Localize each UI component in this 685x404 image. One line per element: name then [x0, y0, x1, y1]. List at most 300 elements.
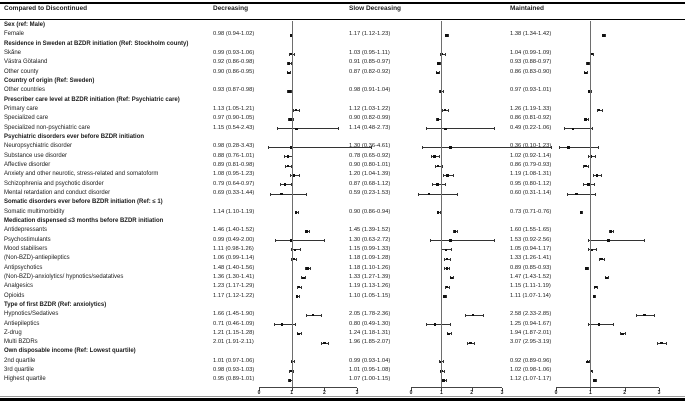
- confidence-interval-cap: [301, 286, 302, 289]
- row-label: Hypnotics/Sedatives: [4, 311, 59, 318]
- confidence-interval-line: [430, 240, 493, 241]
- estimate-text: 2.01 (1.91-2.11): [213, 339, 254, 346]
- x-axis-tick-label: 2: [470, 390, 474, 396]
- estimate-text: 1.46 (1.40-1.52): [213, 227, 255, 234]
- confidence-interval-cap: [443, 90, 444, 93]
- confidence-interval-cap: [293, 118, 294, 121]
- estimate-text: 0.98 (0.93-1.03): [213, 367, 255, 374]
- confidence-interval-line: [426, 324, 451, 325]
- estimate-text: 0.98 (0.28-3.43): [213, 143, 255, 150]
- confidence-interval-cap: [448, 34, 449, 37]
- point-estimate-marker: [294, 249, 296, 251]
- estimate-text: 1.11 (0.98-1.26): [213, 245, 254, 252]
- point-estimate-marker: [584, 165, 586, 167]
- point-estimate-marker: [445, 249, 447, 251]
- table-row: [0, 58, 685, 67]
- row-label: Substance use disorder: [4, 152, 68, 159]
- estimate-text: 0.90 (0.80-1.01): [349, 161, 391, 168]
- point-estimate-marker: [610, 230, 612, 232]
- confidence-interval-line: [588, 240, 644, 241]
- estimate-text: 0.91 (0.85-0.97): [349, 59, 391, 66]
- estimate-text: 0.86 (0.81-0.92): [510, 115, 552, 122]
- header-rule: [0, 19, 685, 20]
- reference-line: [590, 21, 591, 387]
- row-label: Skåne: [4, 49, 22, 56]
- point-estimate-marker: [444, 109, 446, 111]
- estimate-text: 0.93 (0.88-0.97): [510, 59, 552, 66]
- x-axis-tick-label: 1: [290, 390, 294, 396]
- estimate-text: 0.69 (0.33-1.44): [213, 189, 255, 196]
- table-row: [0, 161, 685, 170]
- confidence-interval-cap: [294, 53, 295, 56]
- estimate-text: 1.45 (1.39-1.52): [349, 227, 391, 234]
- row-label: Västra Götaland: [4, 59, 48, 66]
- confidence-interval-cap: [636, 314, 637, 317]
- point-estimate-marker: [584, 118, 586, 120]
- point-estimate-marker: [428, 193, 430, 195]
- confidence-interval-cap: [654, 314, 655, 317]
- confidence-interval-cap: [605, 34, 606, 37]
- top-rule: [0, 2, 685, 4]
- confidence-interval-line: [588, 324, 613, 325]
- point-estimate-marker: [447, 333, 449, 335]
- point-estimate-marker: [437, 211, 439, 213]
- estimate-text: 1.30 (0.36-4.61): [349, 143, 391, 150]
- confidence-interval-cap: [483, 314, 484, 317]
- point-estimate-marker: [292, 258, 294, 260]
- confidence-interval-cap: [444, 370, 445, 373]
- confidence-interval-cap: [451, 332, 452, 335]
- estimate-text: 0.99 (0.49-2.00): [213, 236, 255, 243]
- category-row: [0, 133, 685, 142]
- table-row: [0, 310, 685, 319]
- estimate-text: 1.53 (0.92-2.56): [510, 236, 552, 243]
- confidence-interval-cap: [446, 379, 447, 382]
- confidence-interval-cap: [596, 379, 597, 382]
- row-label: Analgesics: [4, 283, 34, 290]
- point-estimate-marker: [288, 90, 290, 92]
- category-row: [0, 198, 685, 207]
- estimate-text: 1.18 (1.10-1.26): [349, 264, 391, 271]
- estimate-text: 0.98 (0.91-1.04): [349, 87, 391, 94]
- confidence-interval-cap: [275, 239, 276, 242]
- row-label: Medication dispensed ≤3 months before BZDR initiation: [4, 217, 164, 224]
- x-axis-tick-label: 3: [657, 390, 661, 396]
- row-label: 2nd quartile: [4, 357, 36, 364]
- table-row: [0, 375, 685, 384]
- point-estimate-marker: [433, 155, 435, 157]
- category-row: [0, 77, 685, 86]
- confidence-interval-cap: [587, 71, 588, 74]
- axis-bottom-rule: [0, 396, 685, 397]
- confidence-interval-cap: [595, 155, 596, 158]
- confidence-interval-cap: [294, 360, 295, 363]
- point-estimate-marker: [593, 379, 595, 381]
- estimate-text: 0.60 (0.31-1.14): [510, 189, 552, 196]
- row-label: Schizophrenia and psychotic disorder: [4, 180, 104, 187]
- point-estimate-marker: [297, 333, 299, 335]
- estimate-text: 1.14 (1.10-1.19): [213, 208, 255, 215]
- row-label: Anxiety and other neurotic, stress-related and somatoform: [4, 171, 159, 178]
- estimate-text: 1.07 (1.00-1.15): [349, 376, 391, 383]
- estimate-text: 1.02 (0.98-1.06): [510, 367, 552, 374]
- estimate-text: 1.11 (1.07-1.14): [510, 292, 551, 299]
- confidence-interval-cap: [443, 360, 444, 363]
- point-estimate-marker: [281, 323, 283, 325]
- row-label: Antidepressants: [4, 227, 48, 234]
- confidence-interval-cap: [299, 109, 300, 112]
- confidence-interval-line: [418, 194, 457, 195]
- point-estimate-marker: [584, 72, 586, 74]
- confidence-interval-line: [275, 240, 324, 241]
- row-label: Z-drug: [4, 329, 22, 336]
- estimate-text: 1.06 (0.99-1.14): [213, 255, 255, 262]
- confidence-interval-cap: [598, 146, 599, 149]
- table-row: [0, 273, 685, 282]
- estimate-text: 3.07 (2.95-3.19): [510, 339, 552, 346]
- table-row: [0, 226, 685, 235]
- estimate-text: 1.12 (1.07-1.17): [510, 376, 552, 383]
- confidence-interval-cap: [306, 193, 307, 196]
- estimate-text: 1.15 (0.54-2.43): [213, 124, 255, 131]
- point-estimate-marker: [295, 211, 297, 213]
- estimate-text: 1.23 (1.17-1.29): [213, 283, 255, 290]
- estimate-text: 1.10 (1.05-1.15): [349, 292, 391, 299]
- confidence-interval-cap: [588, 118, 589, 121]
- row-label: Mental retardation and conduct disorder: [4, 189, 111, 196]
- confidence-interval-cap: [450, 323, 451, 326]
- estimate-text: 1.03 (0.95-1.11): [349, 49, 390, 56]
- confidence-interval-cap: [295, 323, 296, 326]
- estimate-text: 0.90 (0.82-0.99): [349, 115, 391, 122]
- estimate-text: 1.36 (1.30-1.41): [213, 273, 255, 280]
- table-row: [0, 236, 685, 245]
- confidence-interval-cap: [268, 146, 269, 149]
- point-estimate-marker: [446, 174, 448, 176]
- estimate-text: 0.92 (0.86-0.98): [213, 59, 255, 66]
- row-label: Psychiatric disorders ever before BZDR initiation: [4, 133, 145, 140]
- point-estimate-marker: [621, 333, 623, 335]
- point-estimate-marker: [600, 258, 602, 260]
- confidence-interval-cap: [430, 239, 431, 242]
- estimate-text: 1.47 (1.43-1.52): [510, 273, 552, 280]
- confidence-interval-cap: [457, 193, 458, 196]
- confidence-interval-cap: [450, 258, 451, 261]
- estimate-text: 1.01 (0.95-1.08): [349, 367, 391, 374]
- confidence-interval-cap: [604, 258, 605, 261]
- estimate-text: 0.87 (0.68-1.12): [349, 180, 391, 187]
- estimate-text: 0.99 (0.93-1.04): [349, 357, 391, 364]
- confidence-interval-cap: [299, 174, 300, 177]
- point-estimate-marker: [454, 230, 456, 232]
- point-estimate-marker: [306, 267, 308, 269]
- column-header-slow-decreasing: Slow Decreasing: [349, 5, 402, 12]
- estimate-text: 1.15 (1.11-1.19): [510, 283, 551, 290]
- estimate-text: 0.95 (0.89-1.01): [213, 376, 255, 383]
- confidence-interval-cap: [467, 342, 468, 345]
- confidence-interval-cap: [432, 183, 433, 186]
- estimate-text: 0.80 (0.49-1.30): [349, 320, 391, 327]
- reference-line: [292, 21, 293, 387]
- table-row: [0, 152, 685, 161]
- confidence-interval-cap: [613, 323, 614, 326]
- estimate-text: 1.17 (1.12-1.23): [349, 31, 391, 38]
- row-label: Psychostimulants: [4, 236, 51, 243]
- confidence-interval-cap: [426, 127, 427, 130]
- point-estimate-marker: [287, 72, 289, 74]
- estimate-text: 0.89 (0.85-0.93): [510, 264, 552, 271]
- category-row: [0, 21, 685, 30]
- x-axis-tick-label: 3: [500, 390, 504, 396]
- bottom-rule: [0, 398, 685, 401]
- confidence-interval-cap: [443, 174, 444, 177]
- row-label: Type of first BZDR (Ref: anxiolytics): [4, 301, 107, 308]
- confidence-interval-cap: [328, 342, 329, 345]
- table-row: [0, 282, 685, 291]
- point-estimate-marker: [302, 277, 304, 279]
- point-estimate-marker: [594, 286, 596, 288]
- table-row: [0, 245, 685, 254]
- row-label: Primary care: [4, 105, 39, 112]
- point-estimate-marker: [437, 62, 439, 64]
- confidence-interval-cap: [439, 71, 440, 74]
- table-row: [0, 49, 685, 58]
- point-estimate-marker: [436, 72, 438, 74]
- confidence-interval-cap: [593, 174, 594, 177]
- table-row: [0, 124, 685, 133]
- confidence-interval-cap: [296, 258, 297, 261]
- row-label: Prescriber care level at BZDR initiation (Ref: Psychiatric care): [4, 96, 180, 103]
- point-estimate-marker: [446, 267, 448, 269]
- point-estimate-marker: [437, 118, 439, 120]
- confidence-interval-line: [270, 194, 306, 195]
- x-axis-tick-label: 0: [554, 390, 558, 396]
- table-row: [0, 189, 685, 198]
- point-estimate-marker: [295, 128, 297, 130]
- point-estimate-marker: [587, 62, 589, 64]
- category-row: [0, 347, 685, 356]
- estimate-text: 0.49 (0.22-1.06): [510, 124, 552, 131]
- confidence-interval-cap: [449, 267, 450, 270]
- point-estimate-marker: [449, 146, 451, 148]
- estimate-text: 1.05 (0.94-1.17): [510, 245, 552, 252]
- row-label: (Non-BZD)-antiepileptics: [4, 255, 70, 262]
- x-axis-tick-label: 0: [257, 390, 261, 396]
- point-estimate-marker: [585, 267, 587, 269]
- estimate-text: 0.73 (0.71-0.76): [510, 208, 552, 215]
- confidence-interval-cap: [608, 276, 609, 279]
- estimate-text: 0.71 (0.46-1.09): [213, 320, 255, 327]
- x-axis-tick-label: 1: [439, 390, 443, 396]
- category-row: [0, 301, 685, 310]
- table-row: [0, 357, 685, 366]
- estimate-text: 0.86 (0.79-0.93): [510, 161, 552, 168]
- confidence-interval-cap: [309, 230, 310, 233]
- estimate-text: 0.97 (0.93-1.01): [510, 87, 552, 94]
- confidence-interval-cap: [445, 53, 446, 56]
- estimate-text: 2.58 (2.33-2.85): [510, 311, 552, 318]
- estimate-text: 0.87 (0.82-0.92): [349, 68, 391, 75]
- table-row: [0, 86, 685, 95]
- x-axis-tick-label: 2: [322, 390, 326, 396]
- estimate-text: 1.24 (1.18-1.31): [349, 329, 391, 336]
- estimate-text: 0.90 (0.86-0.95): [213, 68, 255, 75]
- estimate-text: 1.38 (1.34-1.42): [510, 31, 552, 38]
- point-estimate-marker: [287, 165, 289, 167]
- x-axis-line: [259, 387, 357, 388]
- row-label: Opioids: [4, 292, 25, 299]
- table-row: [0, 320, 685, 329]
- confidence-interval-line: [277, 128, 339, 129]
- row-label: Own disposable income (Ref: Lowest quartile): [4, 348, 136, 355]
- rows-container: [0, 21, 685, 385]
- confidence-interval-cap: [494, 239, 495, 242]
- confidence-interval-cap: [321, 342, 322, 345]
- confidence-interval-cap: [601, 174, 602, 177]
- point-estimate-marker: [580, 211, 582, 213]
- point-estimate-marker: [605, 277, 607, 279]
- point-estimate-marker: [446, 286, 448, 288]
- confidence-interval-cap: [602, 109, 603, 112]
- confidence-interval-cap: [588, 155, 589, 158]
- category-row: [0, 217, 685, 226]
- point-estimate-marker: [434, 323, 436, 325]
- confidence-interval-line: [559, 147, 598, 148]
- confidence-interval-cap: [305, 276, 306, 279]
- table-row: [0, 68, 685, 77]
- x-axis-tick-label: 2: [623, 390, 627, 396]
- confidence-interval-cap: [588, 165, 589, 168]
- point-estimate-marker: [443, 295, 445, 297]
- estimate-text: 1.18 (1.09-1.28): [349, 255, 391, 262]
- estimate-text: 1.94 (1.87-2.01): [510, 329, 552, 336]
- confidence-interval-cap: [301, 332, 302, 335]
- confidence-interval-cap: [422, 146, 423, 149]
- confidence-interval-cap: [593, 53, 594, 56]
- confidence-interval-cap: [426, 323, 427, 326]
- point-estimate-marker: [446, 258, 448, 260]
- table-row: [0, 264, 685, 273]
- estimate-text: 1.13 (1.05-1.21): [213, 105, 255, 112]
- estimate-text: 1.01 (0.97-1.06): [213, 357, 255, 364]
- x-axis-tick-label: 3: [355, 390, 359, 396]
- confidence-interval-cap: [449, 286, 450, 289]
- category-row: [0, 40, 685, 49]
- point-estimate-marker: [298, 286, 300, 288]
- row-label: Somatic multimorbidity: [4, 208, 65, 215]
- row-label: Somatic disorders ever before BZDR initiation (Ref: ≤ 1): [4, 199, 163, 206]
- estimate-text: 0.97 (0.90-1.05): [213, 115, 255, 122]
- estimate-text: 0.98 (0.94-1.02): [213, 31, 255, 38]
- point-estimate-marker: [593, 295, 595, 297]
- estimate-text: 0.79 (0.64-0.97): [213, 180, 255, 187]
- point-estimate-marker: [598, 109, 600, 111]
- confidence-interval-cap: [439, 155, 440, 158]
- table-row: [0, 30, 685, 39]
- point-estimate-marker: [660, 342, 662, 344]
- confidence-interval-cap: [321, 314, 322, 317]
- estimate-text: 1.17 (1.12-1.22): [213, 292, 255, 299]
- point-estimate-marker: [288, 62, 290, 64]
- estimate-text: 0.59 (0.23-1.53): [349, 189, 391, 196]
- confidence-interval-cap: [592, 370, 593, 373]
- point-estimate-marker: [312, 314, 314, 316]
- x-axis-tick-label: 0: [409, 390, 413, 396]
- confidence-interval-cap: [567, 193, 568, 196]
- point-estimate-marker: [586, 361, 588, 363]
- table-row: [0, 254, 685, 263]
- confidence-interval-cap: [559, 146, 560, 149]
- point-estimate-marker: [293, 174, 295, 176]
- confidence-interval-cap: [445, 183, 446, 186]
- estimate-text: 0.36 (0.10-1.23): [510, 143, 552, 150]
- category-row: [0, 96, 685, 105]
- point-estimate-marker: [287, 155, 289, 157]
- point-estimate-marker: [469, 342, 471, 344]
- point-estimate-marker: [437, 165, 439, 167]
- estimate-text: 1.30 (0.63-2.72): [349, 236, 391, 243]
- point-estimate-marker: [323, 342, 325, 344]
- table-row: [0, 142, 685, 151]
- estimate-text: 0.86 (0.83-0.90): [510, 68, 552, 75]
- confidence-interval-cap: [338, 127, 339, 130]
- confidence-interval-cap: [299, 295, 300, 298]
- estimate-text: 1.96 (1.85-2.07): [349, 339, 391, 346]
- row-label: Neuropsychiatric disorder: [4, 143, 73, 150]
- estimate-text: 1.19 (1.13-1.26): [349, 283, 391, 290]
- confidence-interval-cap: [644, 239, 645, 242]
- estimate-text: 1.14 (0.48-2.73): [349, 124, 391, 131]
- x-axis-tick-label: 1: [588, 390, 592, 396]
- row-label: Mood stabilisers: [4, 245, 48, 252]
- confidence-interval-cap: [274, 323, 275, 326]
- point-estimate-marker: [305, 230, 307, 232]
- confidence-interval-cap: [280, 183, 281, 186]
- point-estimate-marker: [643, 314, 645, 316]
- confidence-interval-cap: [453, 174, 454, 177]
- confidence-interval-cap: [451, 248, 452, 251]
- row-label: Female: [4, 31, 25, 38]
- confidence-interval-cap: [592, 127, 593, 130]
- confidence-interval-cap: [448, 109, 449, 112]
- row-label: Sex (ref: Male): [4, 22, 46, 28]
- estimate-text: 0.99 (0.93-1.06): [213, 49, 255, 56]
- estimate-text: 1.20 (1.04-1.39): [349, 171, 391, 178]
- row-label: Antipsychotics: [4, 264, 43, 271]
- estimate-text: 1.48 (1.40-1.56): [213, 264, 255, 271]
- x-axis-line: [411, 387, 502, 388]
- confidence-interval-cap: [595, 193, 596, 196]
- point-estimate-marker: [445, 34, 447, 36]
- point-estimate-marker: [607, 239, 609, 241]
- point-estimate-marker: [284, 183, 286, 185]
- confidence-interval-cap: [564, 127, 565, 130]
- row-label: Country of origin (Ref: Sweden): [4, 77, 95, 84]
- table-row: [0, 105, 685, 114]
- row-label: Residence in Sweden at BZDR initiation (Ref: Stockholm county): [4, 40, 189, 47]
- estimate-text: 1.15 (0.99-1.33): [349, 245, 391, 252]
- table-row: [0, 114, 685, 123]
- estimate-text: 0.88 (0.76-1.01): [213, 152, 255, 159]
- confidence-interval-cap: [300, 248, 301, 251]
- confidence-interval-cap: [596, 248, 597, 251]
- point-estimate-marker: [598, 323, 600, 325]
- point-estimate-marker: [450, 277, 452, 279]
- table-row: [0, 170, 685, 179]
- confidence-interval-cap: [583, 183, 584, 186]
- confidence-interval-cap: [298, 211, 299, 214]
- point-estimate-marker: [442, 379, 444, 381]
